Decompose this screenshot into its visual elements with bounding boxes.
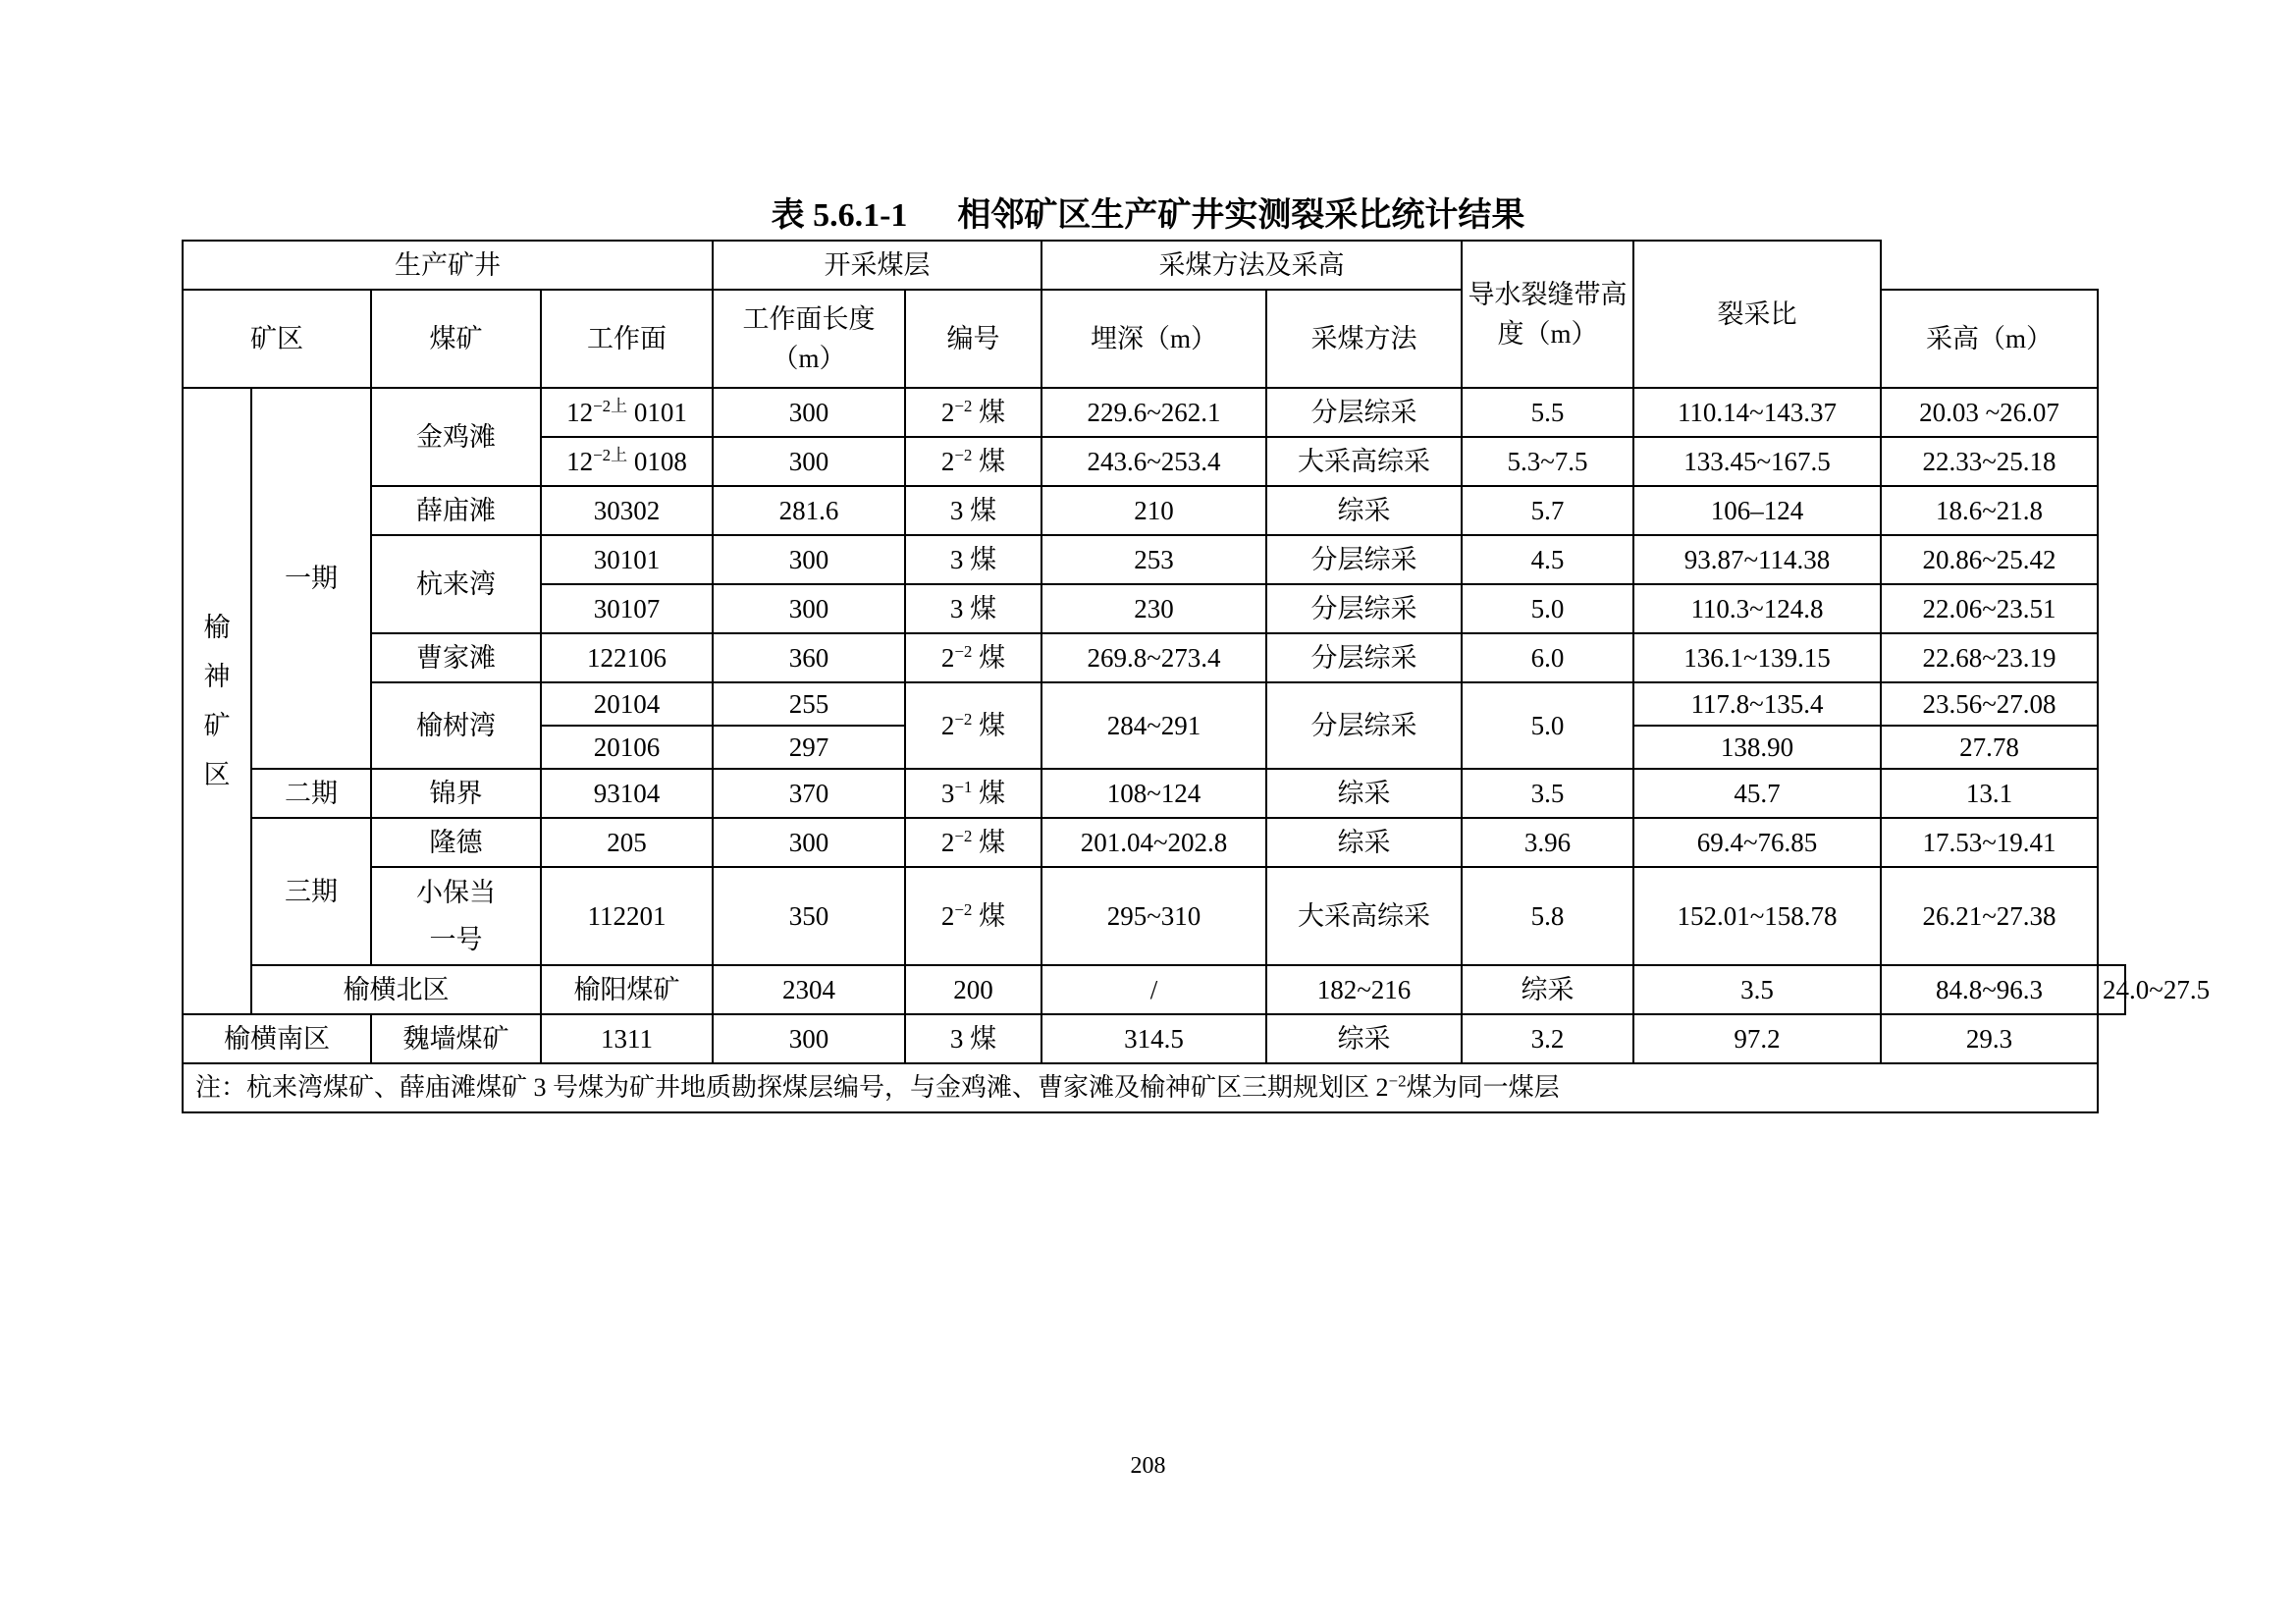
method-cell: 综采: [1266, 818, 1462, 867]
mine-cell: 魏墙煤矿: [371, 1014, 541, 1063]
method-cell: 综采: [1266, 486, 1462, 535]
mine-cell: 锦界: [371, 769, 541, 818]
frac-cell: 133.45~167.5: [1633, 437, 1881, 486]
method-cell: 综采: [1266, 1014, 1462, 1063]
ratio-cell: 18.6~21.8: [1881, 486, 2098, 535]
depth-cell: 182~216: [1266, 965, 1462, 1014]
seam-cell: $3^{-1}$ 煤: [905, 769, 1041, 818]
header-mining-seam: 开采煤层: [713, 241, 1041, 290]
ratio-cell: 20.03 ~26.07: [1881, 388, 2098, 437]
face-cell: 112201: [541, 867, 713, 965]
table-row: [183, 682, 2125, 726]
length-cell: 300: [713, 535, 905, 584]
table-row: [183, 818, 2125, 867]
mine-cell: 榆阳煤矿: [541, 965, 713, 1014]
ratio-cell: 23.56~27.08: [1881, 682, 2098, 726]
header-fracture-height: 导水裂缝带高度（m）: [1462, 241, 1633, 388]
height-cell: 6.0: [1462, 633, 1633, 682]
height-cell: 5.3~7.5: [1462, 437, 1633, 486]
method-cell: 分层综采: [1266, 633, 1462, 682]
header-seam-no: 编号: [905, 290, 1041, 388]
depth-cell: 201.04~202.8: [1041, 818, 1266, 867]
length-cell: 255: [713, 682, 905, 726]
depth-cell: 210: [1041, 486, 1266, 535]
header-production-mine: 生产矿井: [183, 241, 713, 290]
header-method: 采煤方法: [1266, 290, 1462, 388]
mine-cell: 薛庙滩: [371, 486, 541, 535]
seam-cell: 3 煤: [905, 584, 1041, 633]
frac-cell: 110.3~124.8: [1633, 584, 1881, 633]
face-cell: 205: [541, 818, 713, 867]
height-cell: 3.96: [1462, 818, 1633, 867]
height-cell: 5.5: [1462, 388, 1633, 437]
method-cell: 分层综采: [1266, 535, 1462, 584]
height-cell: 5.8: [1462, 867, 1633, 965]
ratio-cell: 13.1: [1881, 769, 2098, 818]
header-height: 采高（m）: [1881, 290, 2098, 388]
height-cell: 3.5: [1633, 965, 1881, 1014]
frac-cell: 152.01~158.78: [1633, 867, 1881, 965]
method-cell: 大采高综采: [1266, 437, 1462, 486]
table-row: [183, 769, 2125, 818]
note-row: [183, 1063, 2125, 1112]
seam-cell: 3 煤: [905, 1014, 1041, 1063]
method-cell: 分层综采: [1266, 388, 1462, 437]
seam-cell: 3 煤: [905, 486, 1041, 535]
depth-cell: 269.8~273.4: [1041, 633, 1266, 682]
header-ratio: 裂采比: [1633, 241, 1881, 388]
table-row: [183, 867, 2125, 965]
face-cell: 30107: [541, 584, 713, 633]
ratio-cell: 26.21~27.38: [1881, 867, 2098, 965]
table-row: [183, 633, 2125, 682]
table-row: [183, 486, 2125, 535]
mine-cell: 杭来湾: [371, 535, 541, 633]
height-cell: 5.0: [1462, 682, 1633, 769]
face-cell: 93104: [541, 769, 713, 818]
table-row: [183, 965, 2125, 1014]
length-cell: 370: [713, 769, 905, 818]
table-title: 表 5.6.1-1 相邻矿区生产矿井实测裂采比统计结果: [771, 197, 1525, 234]
area-yuhengbei: 榆横北区: [251, 965, 541, 1014]
face-cell: $12^{-2上}$ 0101: [541, 388, 713, 437]
depth-cell: 314.5: [1041, 1014, 1266, 1063]
header-area: 矿区: [183, 290, 371, 388]
face-cell: 30101: [541, 535, 713, 584]
ratio-cell: 22.06~23.51: [1881, 584, 2098, 633]
ratio-cell: 20.86~25.42: [1881, 535, 2098, 584]
frac-cell: 117.8~135.4: [1633, 682, 1881, 726]
ratio-cell: 27.78: [1881, 726, 2098, 769]
length-cell: 281.6: [713, 486, 905, 535]
length-cell: 350: [713, 867, 905, 965]
seam-cell: 3 煤: [905, 535, 1041, 584]
statistics-table: [182, 240, 2211, 1113]
depth-cell: 253: [1041, 535, 1266, 584]
area-yuhengnan: 榆横南区: [183, 1014, 371, 1063]
height-cell: 5.0: [1462, 584, 1633, 633]
frac-cell: 93.87~114.38: [1633, 535, 1881, 584]
face-cell: 30302: [541, 486, 713, 535]
seam-cell: $2^{-2}$ 煤: [905, 437, 1041, 486]
area-yushen: 榆神矿区: [183, 388, 251, 1014]
table-row: [183, 1014, 2125, 1063]
header-row-1: [183, 241, 2125, 290]
mine-cell: 曹家滩: [371, 633, 541, 682]
length-cell: 297: [713, 726, 905, 769]
ratio-cell: 29.3: [1881, 1014, 2098, 1063]
height-cell: 4.5: [1462, 535, 1633, 584]
frac-cell: 136.1~139.15: [1633, 633, 1881, 682]
length-cell: 300: [713, 437, 905, 486]
phase-3: 三期: [251, 818, 371, 965]
phase-1: 一期: [251, 388, 371, 769]
page-number: 208: [1130, 1453, 1166, 1479]
depth-cell: 284~291: [1041, 682, 1266, 769]
height-cell: 3.2: [1462, 1014, 1633, 1063]
length-cell: 300: [713, 1014, 905, 1063]
seam-cell: /: [1041, 965, 1266, 1014]
ratio-cell: 22.68~23.19: [1881, 633, 2098, 682]
frac-cell: 138.90: [1633, 726, 1881, 769]
seam-cell: $2^{-2}$ 煤: [905, 682, 1041, 769]
face-cell: 20106: [541, 726, 713, 769]
header-face-length: 工作面长度（m）: [713, 290, 905, 388]
mine-cell: 小保当一号: [371, 867, 541, 965]
header-depth: 埋深（m）: [1041, 290, 1266, 388]
header-face: 工作面: [541, 290, 713, 388]
ratio-cell: 24.0~27.5: [2098, 965, 2125, 1014]
length-cell: 200: [905, 965, 1041, 1014]
face-cell: 1311: [541, 1014, 713, 1063]
mine-cell: 隆德: [371, 818, 541, 867]
header-method-height: 采煤方法及采高: [1041, 241, 1462, 290]
frac-cell: 110.14~143.37: [1633, 388, 1881, 437]
face-cell: 2304: [713, 965, 905, 1014]
phase-2: 二期: [251, 769, 371, 818]
method-cell: 综采: [1266, 769, 1462, 818]
method-cell: 大采高综采: [1266, 867, 1462, 965]
table-row: [183, 535, 2125, 584]
length-cell: 300: [713, 584, 905, 633]
height-cell: 5.7: [1462, 486, 1633, 535]
mine-cell: 金鸡滩: [371, 388, 541, 486]
seam-cell: $2^{-2}$ 煤: [905, 633, 1041, 682]
ratio-cell: 17.53~19.41: [1881, 818, 2098, 867]
depth-cell: 229.6~262.1: [1041, 388, 1266, 437]
ratio-cell: 22.33~25.18: [1881, 437, 2098, 486]
depth-cell: 243.6~253.4: [1041, 437, 1266, 486]
frac-cell: 97.2: [1633, 1014, 1881, 1063]
method-cell: 综采: [1462, 965, 1633, 1014]
header-mine: 煤矿: [371, 290, 541, 388]
face-cell: 20104: [541, 682, 713, 726]
face-cell: $12^{-2上}$ 0108: [541, 437, 713, 486]
frac-cell: 45.7: [1633, 769, 1881, 818]
length-cell: 360: [713, 633, 905, 682]
length-cell: 300: [713, 388, 905, 437]
seam-cell: $2^{-2}$ 煤: [905, 818, 1041, 867]
seam-cell: $2^{-2}$ 煤: [905, 867, 1041, 965]
mine-cell: 榆树湾: [371, 682, 541, 769]
length-cell: 300: [713, 818, 905, 867]
depth-cell: 230: [1041, 584, 1266, 633]
table-row: [183, 388, 2125, 437]
height-cell: 3.5: [1462, 769, 1633, 818]
method-cell: 分层综采: [1266, 682, 1462, 769]
face-cell: 122106: [541, 633, 713, 682]
depth-cell: 295~310: [1041, 867, 1266, 965]
frac-cell: 84.8~96.3: [1881, 965, 2098, 1014]
depth-cell: 108~124: [1041, 769, 1266, 818]
table-note: 注：杭来湾煤矿、薛庙滩煤矿 3 号煤为矿井地质勘探煤层编号，与金鸡滩、曹家滩及榆神矿区三期规划区 $2^{-2}$煤为同一煤层: [183, 1063, 2098, 1112]
frac-cell: 69.4~76.85: [1633, 818, 1881, 867]
seam-cell: $2^{-2}$ 煤: [905, 388, 1041, 437]
frac-cell: 106–124: [1633, 486, 1881, 535]
method-cell: 分层综采: [1266, 584, 1462, 633]
